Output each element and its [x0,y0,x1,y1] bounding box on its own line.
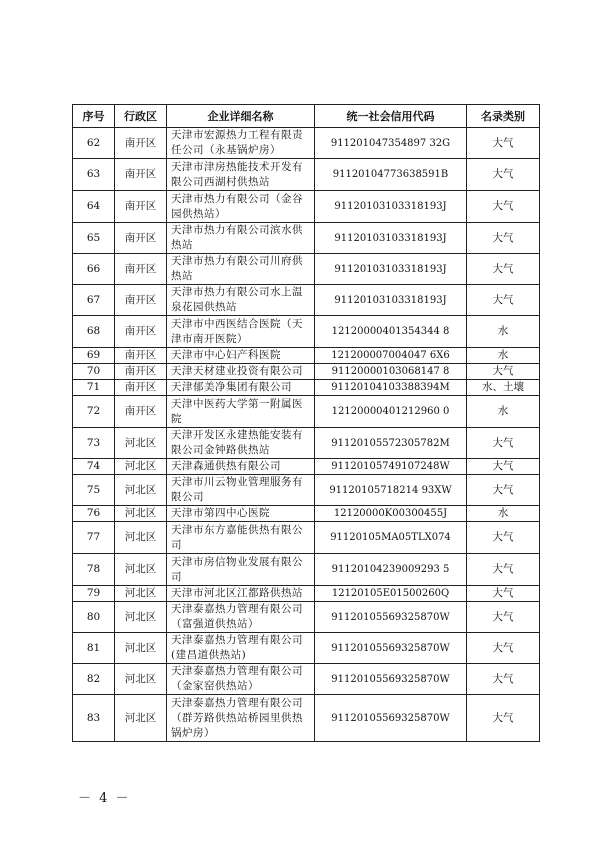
cell-district: 南开区 [115,128,167,159]
cell-credit-code: 911201047354897 32G [315,128,467,159]
cell-index: 65 [73,223,115,254]
cell-category: 大气 [467,664,540,695]
cell-index: 81 [73,633,115,664]
table-header-row [73,105,540,128]
cell-category: 水 [467,348,540,364]
cell-company-name: 天津市东方嘉能供热有限公司 [167,522,315,554]
cell-index: 80 [73,602,115,633]
cell-category: 大气 [467,602,540,633]
cell-company-name: 天津市津房热能技术开发有限公司西湖村供热站 [167,159,315,191]
table-row [73,506,540,522]
cell-district: 南开区 [115,191,167,223]
cell-index: 69 [73,348,115,364]
cell-index: 72 [73,396,115,428]
cell-index: 83 [73,695,115,742]
cell-company-name: 天津市热力有限公司滨水供热站 [167,223,315,254]
cell-credit-code: 91120105569325870W [315,664,467,695]
cell-category: 大气 [467,159,540,191]
table-row [73,602,540,633]
cell-company-name: 天津泰嘉热力管理有限公司（群芳路供热站桥园里供热锅炉房） [167,695,315,742]
cell-district: 河北区 [115,586,167,602]
cell-credit-code: 91120105569325870W [315,695,467,742]
cell-company-name: 天津泰嘉热力管理有限公司(建昌道供热站) [167,633,315,664]
cell-category: 大气 [467,223,540,254]
cell-index: 70 [73,364,115,380]
cell-credit-code: 91120103103318193J [315,223,467,254]
cell-index: 63 [73,159,115,191]
cell-district: 河北区 [115,506,167,522]
table-row [73,664,540,695]
table-row [73,554,540,586]
cell-company-name: 天津森通供热有限公司 [167,459,315,475]
cell-credit-code: 91120105MA05TLX074 [315,522,467,554]
cell-index: 78 [73,554,115,586]
registry-table [72,104,540,742]
cell-index: 66 [73,254,115,285]
cell-district: 南开区 [115,364,167,380]
cell-credit-code: 91120103103318193J [315,254,467,285]
table-row [73,191,540,223]
cell-district: 南开区 [115,254,167,285]
cell-index: 68 [73,316,115,348]
cell-credit-code: 91120000103068147 8 [315,364,467,380]
cell-credit-code: 91120104773638591B [315,159,467,191]
cell-category: 大气 [467,191,540,223]
header-category: 名录类别 [467,105,540,128]
cell-category: 水、土壤 [467,380,540,396]
header-index: 序号 [73,105,115,128]
cell-company-name: 天津市中西医结合医院（天津市南开医院） [167,316,315,348]
cell-category: 水 [467,506,540,522]
table-row [73,428,540,459]
cell-credit-code: 91120104239009293 5 [315,554,467,586]
cell-index: 75 [73,475,115,506]
cell-category: 大气 [467,459,540,475]
cell-index: 71 [73,380,115,396]
table-row [73,633,540,664]
cell-district: 河北区 [115,459,167,475]
cell-credit-code: 91120105569325870W [315,602,467,633]
cell-company-name: 天津中医药大学第一附属医院 [167,396,315,428]
cell-company-name: 天津市房信物业发展有限公司 [167,554,315,586]
cell-credit-code: 91120105749107248W [315,459,467,475]
cell-district: 河北区 [115,522,167,554]
cell-company-name: 天津开发区永建热能安装有限公司金钟路供热站 [167,428,315,459]
cell-category: 大气 [467,128,540,159]
cell-company-name: 天津市热力有限公司（金谷园供热站） [167,191,315,223]
cell-company-name: 天津天材建业投资有限公司 [167,364,315,380]
cell-district: 河北区 [115,428,167,459]
cell-company-name: 天津市第四中心医院 [167,506,315,522]
cell-district: 河北区 [115,695,167,742]
table-row [73,522,540,554]
cell-company-name: 天津市河北区江都路供热站 [167,586,315,602]
cell-company-name: 天津泰嘉热力管理有限公司（富强道供热站） [167,602,315,633]
cell-district: 南开区 [115,396,167,428]
page-number: － 4 － [78,791,131,806]
cell-credit-code: 12120000K00300455J [315,506,467,522]
cell-district: 河北区 [115,602,167,633]
cell-category: 水 [467,316,540,348]
header-credit-code: 统一社会信用代码 [315,105,467,128]
cell-category: 大气 [467,475,540,506]
cell-index: 74 [73,459,115,475]
cell-district: 河北区 [115,664,167,695]
cell-category: 大气 [467,554,540,586]
cell-category: 大气 [467,633,540,664]
cell-credit-code: 91120105718214 93XW [315,475,467,506]
cell-district: 南开区 [115,380,167,396]
cell-category: 大气 [467,428,540,459]
table-row [73,128,540,159]
cell-district: 南开区 [115,159,167,191]
cell-district: 南开区 [115,348,167,364]
table-body [73,128,540,742]
table-row [73,380,540,396]
cell-credit-code: 121200007004047 6X6 [315,348,467,364]
cell-category: 大气 [467,285,540,316]
cell-company-name: 天津泰嘉热力管理有限公司（金家窑供热站） [167,664,315,695]
cell-credit-code: 12120000401354344 8 [315,316,467,348]
cell-company-name: 天津市热力有限公司水上温泉花园供热站 [167,285,315,316]
table-row [73,316,540,348]
cell-district: 南开区 [115,316,167,348]
cell-index: 79 [73,586,115,602]
table-row [73,586,540,602]
cell-index: 76 [73,506,115,522]
header-district: 行政区 [115,105,167,128]
table-row [73,348,540,364]
cell-credit-code: 12120000401212960 0 [315,396,467,428]
cell-credit-code: 91120105569325870W [315,633,467,664]
cell-index: 62 [73,128,115,159]
cell-credit-code: 91120103103318193J [315,285,467,316]
cell-credit-code: 91120103103318193J [315,191,467,223]
header-company-name: 企业详细名称 [167,105,315,128]
cell-index: 77 [73,522,115,554]
cell-district: 南开区 [115,223,167,254]
cell-category: 水 [467,396,540,428]
cell-company-name: 天津市热力有限公司川府供热站 [167,254,315,285]
cell-category: 大气 [467,586,540,602]
table-row [73,459,540,475]
cell-index: 82 [73,664,115,695]
cell-credit-code: 91120104103388394M [315,380,467,396]
table-row [73,285,540,316]
cell-credit-code: 91120105572305782M [315,428,467,459]
cell-company-name: 天津市宏源热力工程有限责任公司（永基锅炉房） [167,128,315,159]
cell-district: 河北区 [115,475,167,506]
cell-company-name: 天津市川云物业管理服务有限公司 [167,475,315,506]
table-row [73,475,540,506]
cell-category: 大气 [467,695,540,742]
cell-company-name: 天津郁美净集团有限公司 [167,380,315,396]
cell-district: 南开区 [115,285,167,316]
cell-category: 大气 [467,254,540,285]
cell-district: 河北区 [115,633,167,664]
cell-company-name: 天津市中心妇产科医院 [167,348,315,364]
cell-index: 73 [73,428,115,459]
cell-index: 64 [73,191,115,223]
cell-category: 大气 [467,522,540,554]
table-row [73,695,540,742]
cell-index: 67 [73,285,115,316]
table-row [73,396,540,428]
table-row [73,159,540,191]
cell-district: 河北区 [115,554,167,586]
table-row [73,223,540,254]
table-row [73,254,540,285]
cell-category: 大气 [467,364,540,380]
cell-credit-code: 12120105E01500260Q [315,586,467,602]
table-row [73,364,540,380]
